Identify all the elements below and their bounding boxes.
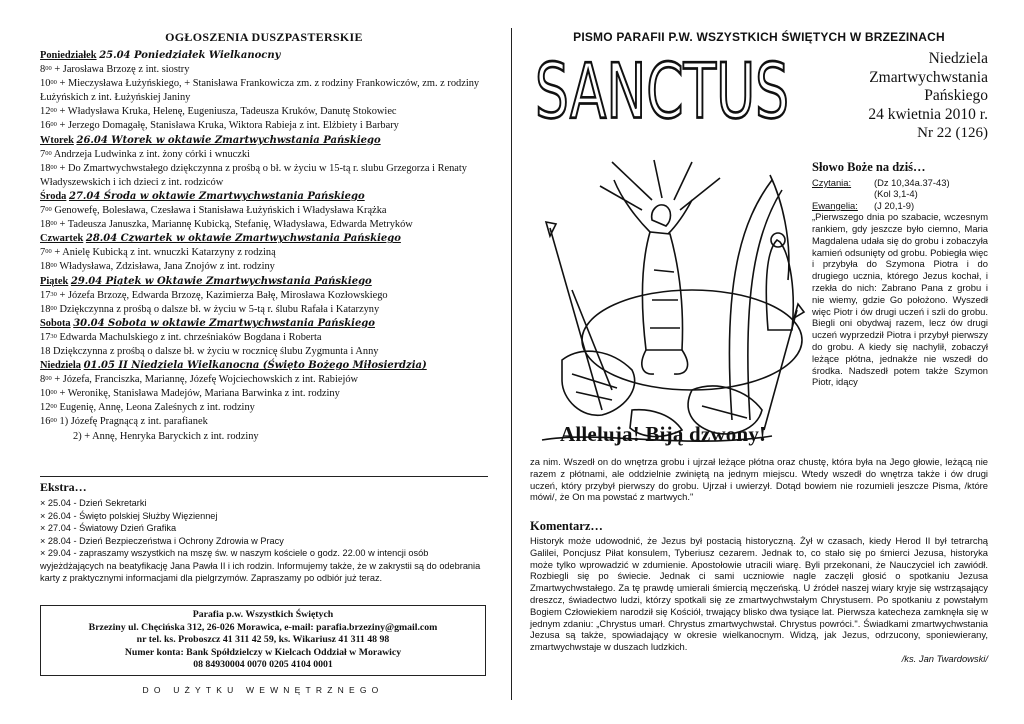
mass-minutes: 00	[50, 417, 57, 425]
mass-hour: 18	[40, 303, 51, 315]
ekstra-item: × 27.04 - Światowy Dzień Grafika	[40, 523, 177, 533]
mass-intention	[40, 303, 488, 317]
day-name: Poniedziałek	[40, 50, 97, 61]
parish-name: Parafia p.w. Wszystkich Świętych	[192, 609, 334, 620]
mass-intention-text: Dziękczynna z prośbą o dalsze bł. w życiu w 5-tą r. ślubu Rafała i Katarzyny	[59, 303, 380, 315]
internal-use-note: DO UŻYTKU WEWNĘTRZNEGO	[142, 685, 384, 695]
mass-intention-text: + Władysława Kruka, Helenę, Eugeniusza, Tadeusza Kruków, Danutę Stokowiec	[59, 106, 397, 118]
mass-minutes: 30	[50, 332, 57, 340]
mass-hour: 8	[40, 374, 46, 386]
mass-minutes: 30	[50, 290, 57, 298]
announcements-title: OGŁOSZENIA DUSZPASTERSKIE	[165, 30, 363, 44]
ekstra-item: × 29.04 - zapraszamy wszystkich na mszę św. w naszym kościele o godz. 22.00 w intencji osób wyjeżdżających na beatyfikację Jana Pawła II i ich rodzin. Informujemy także, że w zakrystii są do odebrania karty z praktycznymi informacjami dla pielgrzymów. Zapraszamy po odbiór już teraz.	[40, 548, 481, 583]
mass-hour: 7	[40, 247, 46, 259]
feast-line: Zmartwychwstania	[869, 68, 988, 86]
ekstra-title: Ekstra…	[40, 480, 87, 494]
mass-intention-text: + Mieczysława Łużyńskiego, + Stanisława Frankowicza zm. z rodziny Frankowiczów, zm. z rodziny Łużyńskich z int. Łużyńskiej Janiny	[40, 78, 480, 104]
mass-intention	[40, 119, 488, 133]
bank-name: Numer konta: Bank Spółdzielczy w Kielcach Oddział w Morawicy	[124, 646, 402, 658]
reading-ref-value: (Kol 3,1-4)	[874, 188, 918, 200]
announcements-section	[40, 30, 488, 444]
mass-hour: 12	[40, 106, 51, 118]
bulletin-page	[530, 30, 988, 664]
mass-intention	[40, 289, 488, 303]
day-name: Niedziela	[40, 360, 81, 372]
reading-ref-label: Czytania:	[812, 177, 852, 188]
word-of-god-section	[812, 160, 988, 388]
word-of-god-title: Słowo Boże na dziś…	[812, 160, 926, 174]
mass-minutes: 00	[45, 149, 52, 157]
mass-intention	[40, 430, 488, 444]
alleluja-headline: Alleluja! Biją dzwony!	[560, 422, 767, 446]
day-liturgical-date: 28.04 Czwartek w oktawie Zmartwychwstania Pańskiego	[85, 233, 401, 245]
mass-minutes: 00	[45, 206, 52, 214]
day-liturgical-date: 27.04 Środa w oktawie Zmartwychwstania Pańskiego	[68, 190, 365, 202]
day-liturgical-date: 30.04 Sobota w oktawie Zmartwychwstania Pańskiego	[73, 317, 375, 329]
masthead-title: PISMO PARAFII P.W. WSZYSTKICH ŚWIĘTYCH W BRZEZINACH	[573, 30, 945, 44]
gospel-text: „Pierwszego dnia po szabacie, wczesnym rankiem, gdy jeszcze było ciemno, Maria Magdalena udała się do grobu i zobaczyła kamień odsunięty od grobu. Pobiegła więc i przybyła do Szymona Piotra i do drugiego ucznia, którego Jezus kochał, i rzekła do nich: Zabrano Pana z grobu i nie wiemy, gdzie Go położono. Wyszedł więc Piotr i ów drugi uczeń i szli do grobu. Biegli oni obydwaj razem, lecz ów drugi uczeń wyprzedził Piotra i przybył pierwszy do grobu. A kiedy się nachylił, zobaczył leżące płótna, jednakże nie wszedł do środka. Nadszedł potem także Szymon Piotr, idący	[812, 211, 988, 388]
mass-hour: 7	[40, 205, 46, 217]
reading-refs	[812, 177, 988, 211]
mass-minutes: 00	[50, 220, 57, 228]
mass-intention-text: 1) Józefę Pragnącą z int. parafianek	[59, 416, 208, 428]
mass-hour: 10	[40, 78, 51, 90]
mass-intention-text: Eugenię, Annę, Leona Zaleśnych z int. rodziny	[59, 402, 255, 414]
mass-intention	[40, 162, 488, 190]
mass-intention-text: + Józefa Brzozę, Edwarda Brzozę, Kazimierza Bałę, Mirosława Kozłowskiego	[59, 289, 388, 301]
mass-minutes: 00	[50, 389, 57, 397]
mass-minutes: 00	[45, 65, 52, 73]
ekstra-item: × 26.04 - Święto polskiej Służby Więziennej	[40, 510, 218, 521]
mass-intention	[40, 63, 488, 77]
commentary-section	[530, 519, 988, 664]
day-heading	[40, 49, 488, 63]
reading-ref-row	[812, 200, 988, 211]
issue-number: Nr 22 (126)	[917, 125, 988, 142]
mass-hour: 8	[40, 64, 46, 76]
feast-info	[798, 50, 988, 143]
ekstra-list	[40, 497, 488, 585]
mass-intention	[40, 415, 488, 429]
section-divider	[40, 476, 488, 477]
mass-hour: 17	[40, 289, 51, 301]
mass-intention	[40, 105, 488, 119]
mass-minutes: 00	[50, 262, 57, 270]
reading-ref-row	[812, 177, 988, 188]
mass-intention	[40, 260, 488, 274]
day-heading	[40, 190, 488, 204]
mass-intention-text: + Tadeusza Januszka, Mariannę Kubicką, Stefanię, Władysława, Edwarda Metryków	[59, 219, 413, 231]
day-name: Sobota	[40, 317, 71, 329]
day-name: Środa	[40, 190, 67, 202]
reading-ref-label: Ewangelia:	[812, 199, 858, 211]
column-divider	[511, 28, 512, 700]
mass-minutes: 00	[50, 403, 57, 411]
day-heading	[40, 134, 488, 148]
mass-intention-text: Edwarda Machulskiego z int. chrześniaków Bogdana i Roberta	[59, 331, 322, 343]
mass-hour: 7	[40, 148, 46, 160]
mass-hour: 17	[40, 331, 51, 343]
ekstra-item: × 25.04 - Dzień Sekretarki	[40, 498, 147, 508]
day-liturgical-date: 26.04 Wtorek w oktawie Zmartwychwstania Pańskiego	[76, 134, 381, 146]
mass-hour: 18	[40, 219, 51, 231]
mass-intention-text: + Jerzego Domagałę, Stanisława Kruka, Wiktora Rabieja z int. Elżbiety i Barbary	[59, 120, 399, 132]
day-liturgical-date: 29.04 Piątek w Oktawie Zmartwychwstania Pańskiego	[70, 275, 372, 287]
mass-minutes: 00	[50, 121, 57, 129]
mass-minutes: 00	[50, 107, 57, 115]
mass-intention-text: + Weronikę, Stanisława Madejów, Mariana Barwinka z int. rodziny	[59, 388, 340, 400]
day-name: Piątek	[40, 275, 69, 287]
mass-intention-text: + Anielę Kubicką z int. wnuczki Katarzyny z rodziną	[54, 247, 276, 259]
sanctus-logo	[533, 47, 793, 136]
reading-ref-value: (Dz 10,34a.37-43)	[874, 177, 950, 188]
mass-intention-text: + Józefa, Franciszka, Mariannę, Józefę Wojciechowskich z int. Rabiejów	[54, 374, 359, 386]
mass-minutes: 00	[45, 375, 52, 383]
mass-hour: 18	[40, 261, 51, 273]
day-liturgical-date: 25.04 Poniedziałek Wielkanocny	[99, 50, 281, 61]
reading-ref-row	[812, 188, 988, 199]
mass-minutes: 00	[50, 79, 57, 87]
mass-intention-text: Andrzeja Ludwinka z int. żony córki i wnuczki	[53, 148, 250, 160]
day-heading	[40, 359, 488, 373]
issue-date: 24 kwietnia 2010 r.	[868, 105, 988, 123]
reading-ref-value: (J 20,1-9)	[874, 199, 915, 211]
commentary-signature: /ks. Jan Twardowski/	[901, 652, 988, 664]
day-name: Wtorek	[40, 134, 74, 146]
mass-hour: 10	[40, 388, 51, 400]
mass-intention-text: + Jarosława Brzozę z int. siostry	[54, 64, 190, 76]
mass-intention	[40, 77, 488, 105]
day-heading	[40, 317, 488, 331]
mass-hour: 18	[40, 345, 51, 357]
mass-intention	[40, 204, 488, 218]
mass-intention	[40, 331, 488, 345]
mass-intention	[40, 345, 488, 359]
day-heading	[40, 275, 488, 289]
mass-intention	[40, 401, 488, 415]
parish-contact-box	[40, 605, 486, 676]
mass-intention	[40, 246, 488, 260]
mass-hour: 16	[40, 120, 51, 132]
mass-intention-text: + Do Zmartwychwstałego dziękczynna z prośbą o bł. w życiu w 15-tą r. slubu Grzegorza i Renaty Władyszewskich i ich dzieci z int. rodziców	[40, 162, 468, 188]
mass-intention-text: 2) + Annę, Henryka Baryckich z int. rodziny	[73, 430, 259, 442]
parish-phones: nr tel. ks. Proboszcz 41 311 42 59, ks. Wikariusz 41 311 48 98	[136, 634, 390, 646]
mass-intention-text: Genowefę, Bolesława, Czesława i Stanisława Łużyńskich i Władysława Krążka	[54, 205, 387, 217]
mass-intention	[40, 387, 488, 401]
ekstra-section	[40, 476, 488, 585]
mass-minutes: 00	[50, 304, 57, 312]
mass-intention	[40, 218, 488, 232]
day-name: Czwartek	[40, 233, 84, 245]
ekstra-item: × 28.04 - Dzień Bezpieczeństwa i Ochrony Zdrowia w Pracy	[40, 535, 284, 546]
commentary-title: Komentarz…	[530, 519, 603, 533]
feast-line: Niedziela	[928, 50, 988, 67]
mass-minutes: 00	[50, 163, 57, 171]
mass-intention	[40, 373, 488, 387]
mass-intention-text: Władysława, Zdzisława, Jana Znojów z int. rodziny	[59, 261, 275, 273]
day-heading	[40, 232, 488, 246]
mass-intention-text: Dziękczynna z prośbą o dalsze bł. w życiu w rocznicę ślubu Zygmunta i Anny	[53, 345, 379, 357]
resurrection-illustration	[542, 160, 812, 460]
mass-schedule	[40, 49, 488, 444]
mass-hour: 12	[40, 402, 51, 414]
mass-hour: 16	[40, 416, 51, 428]
feast-line: Pańskiego	[924, 87, 988, 105]
mass-minutes: 00	[45, 248, 52, 256]
sanctus-logo-text: SANCTUS	[535, 47, 789, 136]
commentary-text: Historyk może udowodnić, że Jezus był postacią historyczną. Żył w czasach, kiedy Herod II był tetrarchą Galilei, Poncjusz Piłat konsulem, Tyberiusz cezarem. Jednak to, co stało się po śmierci Jezusa, historyka może tylko wprowadzić w zdumienie. Apostołowie utracili wiarę. Byli przekonani, że Nauczyciel ich zawiódł. Rozbiegli się po świecie. Jednak ci sami uczniowie nagle zaczęli głosić o spotkaniu Jezusa Zmartwychwstałego. Za tę prawdę umierali śmiercią męczeńską. U źródeł naszej wiary kryje się wstrząsający dreszcz, świadectwo ludzi, którzy spotkali się ze zmartwychwstałym Chrystusem. Po spotkaniu z powstałym Bogiem Człowiekiem narodził się Kościół, trwający blisko dwa tysiące lat. Pierwsza katecheza zamknęła się w jednym zdaniu: „Chrystus umarł. Chrystus zmartwychwstał. Chrystus powróci.". Świadkami zmartwychwstania Jezusa są także, spowiadający w okresie wielkanocnym. Widzą, jak Jezus, odrzucony, sponiewierany, zmartwychwstaje w duszach ludzkich.	[530, 535, 988, 653]
parish-address: Brzeziny ul. Chęcińska 312, 26-026 Morawica, e-mail: parafia.brzeziny@gmail.com	[88, 621, 438, 633]
mass-intention	[40, 148, 488, 162]
mass-hour: 18	[40, 162, 51, 174]
day-liturgical-date: 01.05 II Niedziela Wielkanocna (Święto Bożego Miłosierdzia)	[83, 360, 427, 372]
gospel-text-continued: za nim. Wszedł on do wnętrza grobu i ujrzał leżące płótna oraz chustę, która była na Jego głowie, leżącą nie razem z płótnami, ale oddzielnie zwiniętą na jednym miejscu. Wtedy wszedł do wnętrza także i ów drugi uczeń, który przybył pierwszy do grobu. Ujrzał i uwierzył. Dotąd bowiem nie rozumieli jeszcze Pisma, /które mówi/, że On ma powstać z martwych."	[530, 456, 988, 503]
bank-account: 08 84930004 0070 0205 4104 0001	[193, 659, 333, 671]
